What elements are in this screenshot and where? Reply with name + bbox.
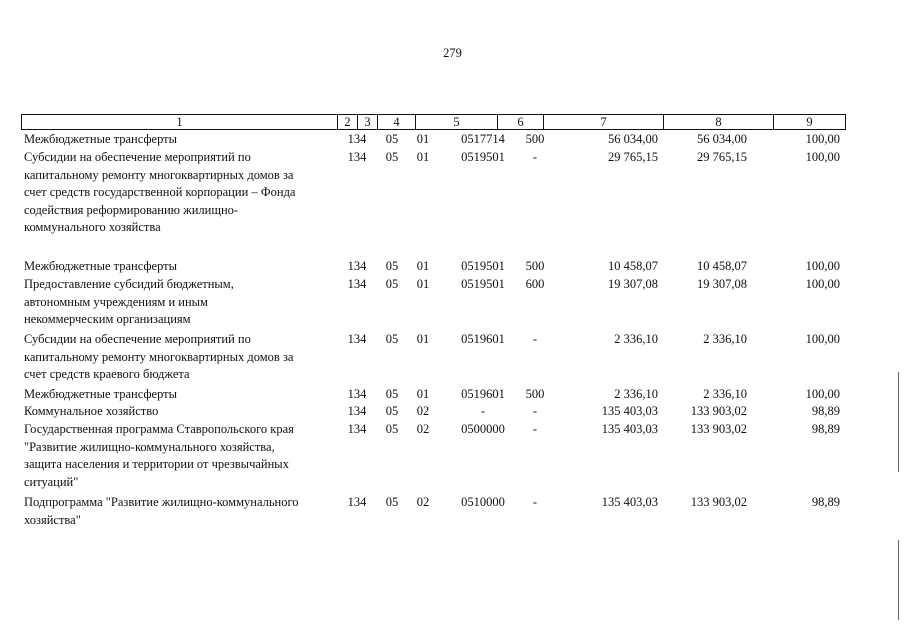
cell-col-9: 100,00 bbox=[805, 277, 840, 291]
scan-edge-mark bbox=[898, 372, 899, 472]
row-description: Межбюджетные трансферты bbox=[24, 259, 178, 273]
page-number: 279 bbox=[443, 46, 462, 60]
header-col-2: 2 bbox=[338, 115, 358, 129]
row-description: Субсидии на обеспечение мероприятий по капитальному ремонту многоквартирных домов за счет средств государственной корпорации – Фонда содействия реформированию жилищно- коммунального хозяйства bbox=[24, 150, 296, 234]
cell-col-9: 100,00 bbox=[805, 150, 840, 164]
cell-col-4: 01 bbox=[416, 387, 430, 401]
cell-col-5: - bbox=[480, 404, 486, 418]
cell-col-8: 19 307,08 bbox=[697, 277, 747, 291]
cell-col-6: - bbox=[532, 332, 538, 346]
cell-col-3: 05 bbox=[385, 277, 399, 291]
cell-col-4: 02 bbox=[416, 495, 430, 509]
cell-col-6: - bbox=[532, 495, 538, 509]
cell-col-6: 500 bbox=[525, 387, 545, 401]
header-col-3: 3 bbox=[358, 115, 378, 129]
cell-col-9: 98,89 bbox=[811, 495, 840, 509]
cell-col-9: 100,00 bbox=[805, 387, 840, 401]
cell-col-5: 0517714 bbox=[461, 132, 505, 146]
cell-col-4: 01 bbox=[416, 332, 430, 346]
cell-col-5: 0519501 bbox=[461, 150, 505, 164]
header-col-1: 1 bbox=[22, 115, 338, 129]
row-description: Предоставление субсидий бюджетным, автономным учреждениям и иным некоммерческим организациям bbox=[24, 277, 234, 326]
cell-col-6: 500 bbox=[525, 132, 545, 146]
cell-col-6: - bbox=[532, 150, 538, 164]
cell-col-2: 134 bbox=[347, 277, 367, 291]
cell-col-8: 133 903,02 bbox=[690, 495, 747, 509]
cell-col-3: 05 bbox=[385, 495, 399, 509]
cell-col-9: 100,00 bbox=[805, 132, 840, 146]
cell-col-6: 600 bbox=[525, 277, 545, 291]
cell-col-4: 02 bbox=[416, 422, 430, 436]
header-col-6: 6 bbox=[498, 115, 544, 129]
cell-col-3: 05 bbox=[385, 332, 399, 346]
cell-col-8: 10 458,07 bbox=[697, 259, 747, 273]
cell-col-8: 133 903,02 bbox=[690, 404, 747, 418]
cell-col-6: - bbox=[532, 422, 538, 436]
header-col-7: 7 bbox=[544, 115, 664, 129]
row-description: Подпрограмма "Развитие жилищно-коммунального хозяйства" bbox=[24, 495, 299, 527]
cell-col-5: 0519501 bbox=[461, 277, 505, 291]
cell-col-7: 29 765,15 bbox=[608, 150, 658, 164]
cell-col-8: 29 765,15 bbox=[697, 150, 747, 164]
header-col-5: 5 bbox=[416, 115, 498, 129]
cell-col-8: 133 903,02 bbox=[690, 422, 747, 436]
header-col-8: 8 bbox=[664, 115, 774, 129]
cell-col-4: 01 bbox=[416, 132, 430, 146]
cell-col-9: 100,00 bbox=[805, 332, 840, 346]
cell-col-4: 01 bbox=[416, 150, 430, 164]
cell-col-7: 10 458,07 bbox=[608, 259, 658, 273]
cell-col-5: 0519601 bbox=[461, 332, 505, 346]
cell-col-4: 01 bbox=[416, 277, 430, 291]
cell-col-3: 05 bbox=[385, 259, 399, 273]
cell-col-5: 0510000 bbox=[461, 495, 505, 509]
cell-col-5: 0519601 bbox=[461, 387, 505, 401]
cell-col-7: 19 307,08 bbox=[608, 277, 658, 291]
cell-col-3: 05 bbox=[385, 404, 399, 418]
row-description: Коммунальное хозяйство bbox=[24, 404, 159, 418]
cell-col-2: 134 bbox=[347, 150, 367, 164]
header-col-9: 9 bbox=[806, 115, 813, 129]
cell-col-2: 134 bbox=[347, 422, 367, 436]
row-description: Субсидии на обеспечение мероприятий по капитальному ремонту многоквартирных домов за счет средств краевого бюджета bbox=[24, 332, 294, 381]
cell-col-7: 135 403,03 bbox=[601, 495, 658, 509]
cell-col-8: 2 336,10 bbox=[703, 332, 747, 346]
cell-col-7: 135 403,03 bbox=[601, 422, 658, 436]
cell-col-8: 56 034,00 bbox=[697, 132, 747, 146]
cell-col-4: 02 bbox=[416, 404, 430, 418]
cell-col-3: 05 bbox=[385, 150, 399, 164]
table-header-row bbox=[21, 114, 846, 130]
cell-col-6: 500 bbox=[525, 259, 545, 273]
cell-col-2: 134 bbox=[347, 332, 367, 346]
row-description: Государственная программа Ставропольского края "Развитие жилищно-коммунального хозяйства, защита населения и территории от чрезвычайных ситуаций" bbox=[24, 422, 294, 489]
cell-col-2: 134 bbox=[347, 387, 367, 401]
cell-col-2: 134 bbox=[347, 132, 367, 146]
cell-col-4: 01 bbox=[416, 259, 430, 273]
cell-col-3: 05 bbox=[385, 422, 399, 436]
cell-col-5: 0500000 bbox=[461, 422, 505, 436]
row-description: Межбюджетные трансферты bbox=[24, 387, 178, 401]
cell-col-2: 134 bbox=[347, 259, 367, 273]
cell-col-7: 2 336,10 bbox=[614, 387, 658, 401]
cell-col-2: 134 bbox=[347, 404, 367, 418]
cell-col-5: 0519501 bbox=[461, 259, 505, 273]
cell-col-9: 100,00 bbox=[805, 259, 840, 273]
cell-col-7: 135 403,03 bbox=[601, 404, 658, 418]
cell-col-3: 05 bbox=[385, 132, 399, 146]
cell-col-2: 134 bbox=[347, 495, 367, 509]
cell-col-8: 2 336,10 bbox=[703, 387, 747, 401]
cell-col-3: 05 bbox=[385, 387, 399, 401]
cell-col-9: 98,89 bbox=[811, 404, 840, 418]
cell-col-9: 98,89 bbox=[811, 422, 840, 436]
cell-col-7: 56 034,00 bbox=[608, 132, 658, 146]
header-col-4: 4 bbox=[378, 115, 416, 129]
row-description: Межбюджетные трансферты bbox=[24, 132, 178, 146]
cell-col-6: - bbox=[532, 404, 538, 418]
cell-col-7: 2 336,10 bbox=[614, 332, 658, 346]
scan-edge-mark bbox=[898, 540, 899, 620]
